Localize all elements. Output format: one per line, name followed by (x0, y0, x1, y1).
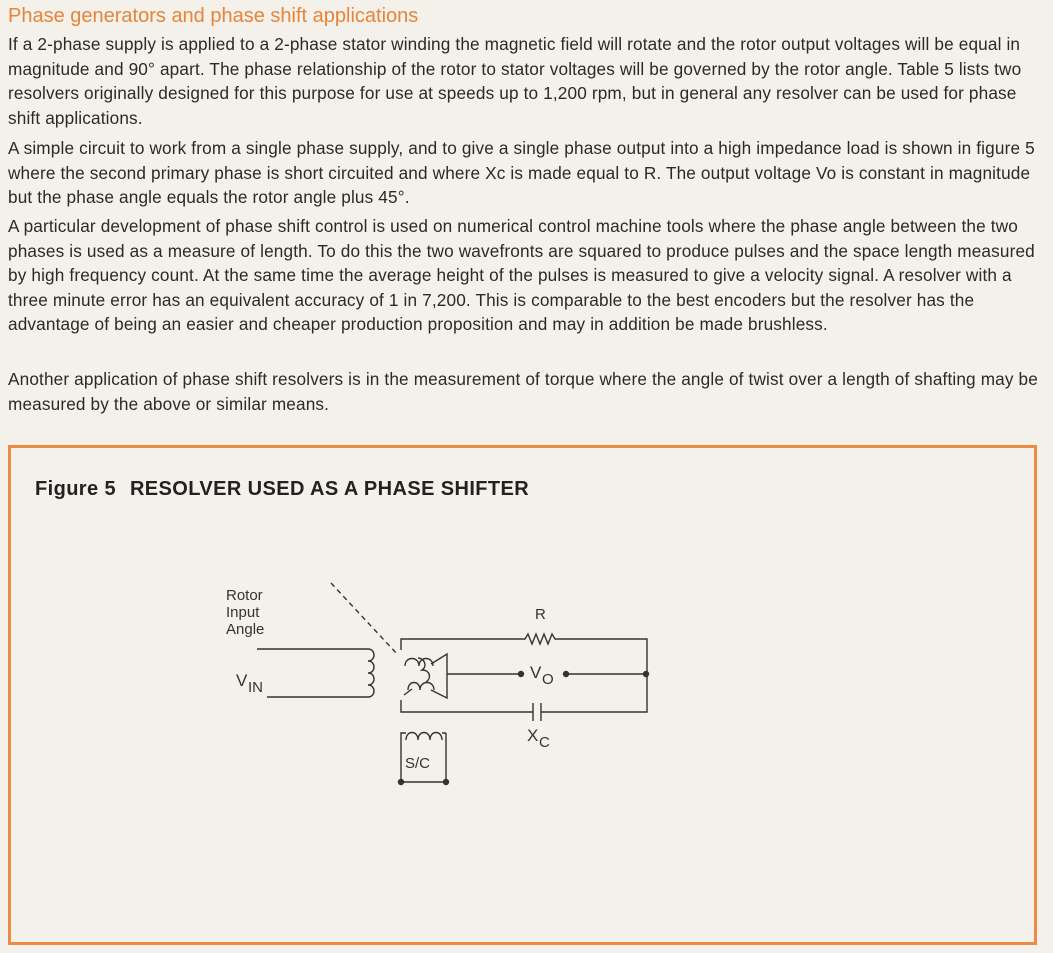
vo-terminal (563, 671, 569, 677)
primary-coil (368, 649, 374, 697)
xc-label: X (527, 726, 539, 745)
vin-wire (257, 649, 368, 697)
paragraph: If a 2-phase supply is applied to a 2-phase stator winding the magnetic field will rotate and the rotor output voltages will be equal in magnitude and 90° apart. The phase relationship of the rotor to stator voltages will be governed by the rotor angle. Table 5 lists two resolvers originally designed for this purpose for use at speeds up to 1,200 rpm, but in general any resolver can be used for phase shift applications. (8, 34, 1022, 128)
vo-label: V (530, 663, 542, 682)
capacitor-xc (533, 703, 541, 721)
vin-subscript: IN (248, 679, 263, 696)
rotor-label: Angle (226, 621, 265, 638)
rotor-angle-indicator (331, 583, 398, 655)
sc-label: S/C (405, 755, 431, 772)
vin-label: V (236, 671, 248, 690)
sc-coil (406, 733, 446, 741)
paragraph: A particular development of phase shift control is used on numerical control machine tools where the phase angle between the two phases is used as a measure of length. To do this the two wavefronts are squared to produce pulses and the space length measured by high frequency count. At the same time the average height of the pulses is measured to give a velocity signal. A resolver with a three minute error has an equivalent accuracy of 1 in 7,200. This is comparable to the best encoders but the resolver has the advantage of being an easier and cheaper production proposition and may in addition be made brushless. (8, 216, 1035, 335)
r-label: R (535, 606, 546, 623)
paragraph: A simple circuit to work from a single phase supply, and to give a single phase output into a high impedance load is shown in figure 5 where the second primary phase is short circuited and where Xc is made equal to R. The output voltage Vo is constant in magnitude but the phase angle equals the rotor angle plus 45°. (8, 138, 1035, 208)
section-heading: Phase generators and phase shift applications (8, 5, 419, 27)
xc-subscript: C (539, 734, 550, 751)
figure-number: Figure 5 (35, 478, 116, 500)
sc-terminal (398, 779, 404, 785)
vo-subscript: O (542, 671, 554, 688)
figure-caption: RESOLVER USED AS A PHASE SHIFTER (129, 478, 530, 500)
vo-terminal (518, 671, 524, 677)
rotor-windings (404, 658, 434, 695)
rotor-label: Rotor (226, 587, 263, 604)
sc-terminal (443, 779, 449, 785)
junction-dot (643, 671, 649, 677)
rotor-housing (431, 654, 447, 698)
rotor-label: Input (226, 604, 260, 621)
paragraph: Another application of phase shift resolvers is in the measurement of torque where the angle of twist over a length of shafting may be measured by the above or similar means. (8, 369, 1038, 414)
